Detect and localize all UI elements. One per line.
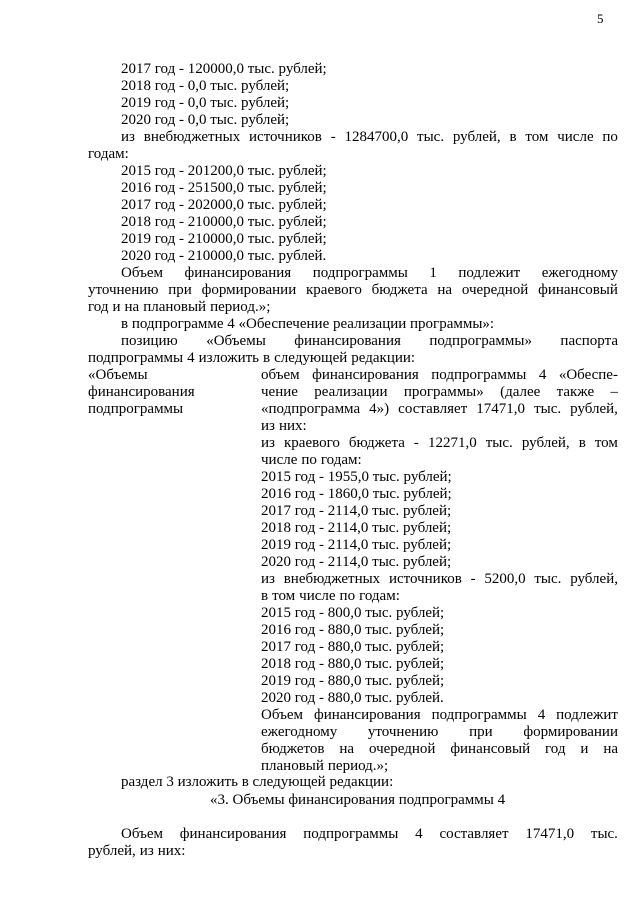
list-item: 2017 год - 2114,0 тыс. рублей; (261, 503, 452, 519)
word: из (261, 435, 275, 451)
word: Объем (121, 265, 163, 281)
list-item: 2018 год - 880,0 тыс. рублей; (261, 656, 445, 672)
word: том (272, 588, 296, 604)
word: 17471,0 (476, 401, 526, 417)
word: подпрограммы (431, 367, 527, 383)
word: 4 (187, 350, 195, 366)
word: период.»; (210, 299, 271, 315)
word: бюджета (348, 435, 405, 451)
word: годам: (359, 588, 400, 604)
word: - (470, 571, 476, 587)
list-item: 2016 год - 1860,0 тыс. рублей; (261, 486, 452, 502)
word: подлежит (556, 707, 618, 723)
list-item: 2015 год - 201200,0 тыс. рублей; (121, 163, 327, 179)
word: изложить (198, 350, 259, 366)
word: составляет (398, 401, 468, 417)
para-line (261, 724, 618, 741)
section3-heading: «3. Объемы финансирования подпрограммы 4 (210, 792, 506, 808)
word: 12271,0 (427, 435, 477, 451)
word: внебюджетных (143, 129, 241, 145)
word: ежегодному (261, 724, 338, 740)
word: 17471,0 (525, 826, 575, 842)
word: реализации (314, 384, 388, 400)
list-item: 2019 год - 0,0 тыс. рублей; (121, 95, 290, 111)
word: период.»; (327, 758, 389, 774)
word: по (339, 588, 356, 604)
list-item: 2019 год - 210000,0 тыс. рублей; (121, 231, 327, 247)
para-line (261, 707, 618, 724)
list-item: 2020 год - 880,0 тыс. рублей. (261, 690, 444, 706)
word: программы» (403, 384, 484, 400)
word: подпрограммы (303, 826, 399, 842)
word: годам: (320, 452, 362, 468)
word: плановый (261, 758, 324, 774)
para-line (88, 299, 618, 316)
word: на (339, 741, 355, 757)
list-item: 2017 год - 120000,0 тыс. рублей; (121, 61, 327, 77)
word: при (469, 724, 493, 740)
left-col-line: «Объемы (88, 367, 148, 383)
right-paragraph-1 (261, 367, 618, 435)
para-line (261, 758, 618, 775)
word: 4 (537, 707, 546, 723)
word: финансирования (294, 333, 401, 349)
word: 5200,0 (484, 571, 526, 587)
word: - (413, 435, 419, 451)
word: подпрограммы (88, 350, 184, 366)
word: годам: (88, 146, 129, 162)
word: также (556, 384, 595, 400)
para-line (121, 333, 618, 350)
para-line (261, 588, 618, 605)
word: из (121, 129, 135, 145)
left-col-line: финансирования (88, 384, 195, 400)
word: числе (557, 129, 594, 145)
word: подпрограммы» (429, 333, 532, 349)
word: в (263, 350, 271, 366)
word: рублей, (452, 129, 501, 145)
word: 4 (415, 826, 423, 842)
word: тыс. (534, 401, 562, 417)
word: по (602, 129, 618, 145)
word: «Объемы (206, 333, 266, 349)
word: формировании (201, 282, 297, 298)
page-number: 5 (597, 11, 604, 26)
word: 1 (429, 265, 437, 281)
word: чение (261, 384, 298, 400)
word: бюджетов (261, 741, 325, 757)
word: финансовый (538, 282, 618, 298)
word: год (88, 299, 109, 315)
word: при (168, 282, 192, 298)
word: том (525, 129, 549, 145)
para-line (261, 401, 618, 418)
para-line (261, 384, 618, 401)
para-line (261, 435, 618, 452)
right-paragraph-2 (261, 435, 618, 469)
word: «Обеспе- (558, 367, 618, 383)
list-item: 2020 год - 0,0 тыс. рублей; (121, 112, 290, 128)
para-line (121, 265, 618, 282)
word: них: (157, 843, 186, 859)
position-paragraph (88, 333, 618, 367)
list-item: 2016 год - 251500,0 тыс. рублей; (121, 180, 327, 196)
word: числе (299, 588, 336, 604)
list-item: 2017 год - 202000,0 тыс. рублей; (121, 197, 327, 213)
word: бюджета (371, 282, 428, 298)
list-item: 2020 год - 2114,0 тыс. рублей; (261, 554, 452, 570)
word: по (301, 452, 317, 468)
final-paragraph (88, 826, 618, 860)
list-item: 2017 год - 880,0 тыс. рублей; (261, 639, 445, 655)
word: финансирования (179, 826, 287, 842)
word: финансирования (313, 707, 421, 723)
word: из (261, 571, 275, 587)
para-line (88, 146, 618, 163)
word: на (603, 741, 618, 757)
word: внебюджетных (283, 571, 381, 587)
word: тыс. (534, 571, 562, 587)
list-item: 2020 год - 210000,0 тыс. рублей. (121, 248, 327, 264)
word: очередной (368, 741, 436, 757)
right-paragraph-4 (261, 707, 618, 775)
word: тыс. (485, 435, 513, 451)
list-item: 2015 год - 1955,0 тыс. рублей; (261, 469, 452, 485)
word: «подпрограмма (261, 401, 361, 417)
list-item: 2019 год - 2114,0 тыс. рублей; (261, 537, 452, 553)
list-item: 2019 год - 880,0 тыс. рублей; (261, 673, 445, 689)
word: формировании (523, 724, 618, 740)
para-line (88, 350, 618, 367)
word: краевого (284, 435, 340, 451)
para-line (261, 452, 618, 469)
para-line (261, 418, 618, 435)
word: Объем (121, 826, 163, 842)
word: на (124, 299, 140, 315)
word: и (112, 299, 121, 315)
word: ежегодному (541, 265, 618, 281)
word: на (437, 282, 453, 298)
word: – (610, 384, 618, 400)
word: подпрограммы (431, 707, 527, 723)
word: них: (278, 418, 307, 434)
word: рублей, (88, 843, 136, 859)
word: финансирования (312, 367, 419, 383)
list-item: 2015 год - 800,0 тыс. рублей; (261, 605, 445, 621)
word: - (330, 129, 336, 145)
para-line (261, 741, 618, 758)
word: том (594, 435, 618, 451)
list-item: 2018 год - 0,0 тыс. рублей; (121, 78, 290, 94)
word: составляет (439, 826, 509, 842)
word: подлежит (458, 265, 521, 281)
word: уточнению (88, 282, 159, 298)
word: рублей, (521, 435, 570, 451)
word: плановый (143, 299, 207, 315)
word: очередной (461, 282, 529, 298)
word: уточнению (367, 724, 439, 740)
subprogram1-paragraph (88, 265, 618, 316)
word: (далее (500, 384, 541, 400)
word: тыс. (590, 826, 618, 842)
word: год (545, 741, 566, 757)
word: источников (388, 571, 462, 587)
list-item: 2018 год - 210000,0 тыс. рублей; (121, 214, 327, 230)
word: редакции: (351, 350, 416, 366)
word: 4») (369, 401, 390, 417)
list-item: 2018 год - 2114,0 тыс. рублей; (261, 520, 452, 536)
list-item: 2016 год - 880,0 тыс. рублей; (261, 622, 445, 638)
word: следующей (274, 350, 348, 366)
word: и (580, 741, 589, 757)
word: рублей, (570, 401, 618, 417)
para-line (88, 282, 618, 299)
word: в (261, 588, 269, 604)
word: 1284700,0 (344, 129, 409, 145)
word: позицию (121, 333, 178, 349)
word: паспорта (560, 333, 618, 349)
word: из (261, 418, 275, 434)
para-line (121, 129, 618, 146)
para-line (88, 843, 618, 860)
word: в (578, 435, 586, 451)
section3-intro: раздел 3 изложить в следующей редакции: (121, 774, 394, 790)
word: 4 (538, 367, 547, 383)
para-line (121, 826, 618, 843)
subprogram4-intro: в подпрограмме 4 «Обеспечение реализации программы»: (121, 316, 495, 332)
word: рублей, (570, 571, 618, 587)
para-line (261, 367, 618, 384)
word: числе (261, 452, 298, 468)
left-col-line: подпрограммы (88, 401, 184, 417)
word: источников (249, 129, 322, 145)
word: финансирования (184, 265, 292, 281)
word: в (509, 129, 517, 145)
word: из (139, 843, 154, 859)
offbudget-paragraph (88, 129, 618, 163)
word: финансовый (450, 741, 531, 757)
para-line (261, 571, 618, 588)
right-paragraph-3 (261, 571, 618, 605)
word: объем (261, 367, 300, 383)
word: краевого (306, 282, 362, 298)
word: Объем (261, 707, 303, 723)
word: тыс. (417, 129, 445, 145)
word: подпрограммы (312, 265, 408, 281)
